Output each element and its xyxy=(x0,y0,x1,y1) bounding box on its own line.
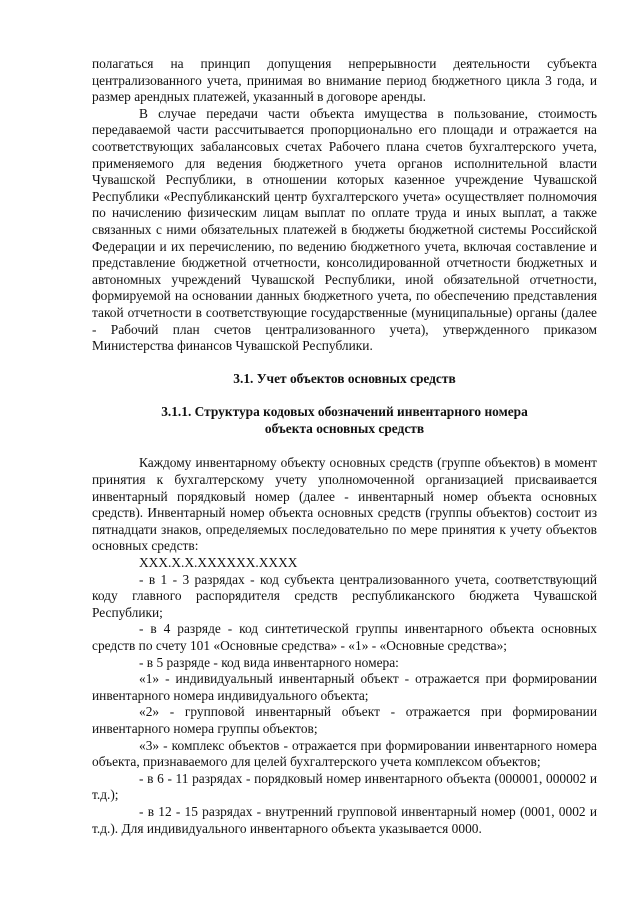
list-item: «2» - групповой инвентарный объект - отражается при формировании инвентарного номера группы объектов; xyxy=(92,704,597,736)
paragraph-inventory-number: Каждому инвентарному объекту основных средств (группе объектов) в момент принятия к бухгалтерскому учету уполномоченной организацией присваивается инвентарный порядковый номер (далее - инвентарный номер объекта основных средств). Инвентарный номер объекта основных средств (группы объектов) состоит из пятнадцати знаков, определяемых последовательно по мере принятия к учету объектов основных средств: xyxy=(92,455,597,554)
list-item: - в 5 разряде - код вида инвентарного номера: xyxy=(139,654,399,670)
section-heading: 3.1. Учет объектов основных средств xyxy=(233,370,456,386)
list-item: - в 4 разряде - код синтетической группы инвентарного объекта основных средств по счету 101 «Основные средства» - «1» - «Основные средства»; xyxy=(92,621,597,653)
subsection-heading-line2: объекта основных средств xyxy=(264,420,425,436)
spacer xyxy=(92,355,597,371)
list-item: - в 12 - 15 разрядах - внутренний групповой инвентарный номер (0001, 0002 и т.д.). Для индивидуального инвентарного объекта указывается 0000. xyxy=(92,803,597,836)
spacer xyxy=(92,387,597,404)
spacer xyxy=(92,437,597,455)
list-item: «1» - индивидуальный инвентарный объект - отражается при формировании инвентарного номера индивидуального объекта; xyxy=(92,671,597,703)
subsection-heading-line1: 3.1.1. Структура кодовых обозначений инвентарного номера xyxy=(161,404,528,420)
list-item: - в 6 - 11 разрядах - порядковый номер инвентарного объекта (000001, 000002 и т.д.); xyxy=(92,770,597,803)
paragraph-partial-transfer: В случае передачи части объекта имущества в пользование, стоимость передаваемой части рассчитывается пропорционально его площади и отражается на соответствующих забалансовых счетах Рабочего плана счетов бухгалтерского учета, применяемого для ведения бюджетного учета органов исполнительной власти Чувашской Республики, в отношении которых казенное учреждение Чувашской Республики «Республиканский центр бухгалтерского учета» осуществляет полномочия по начислению физическим лицам выплат по оплате труда и иных выплат, а также связанных с ними обязательных платежей в бюджеты бюджетной системы Российской Федерации и их перечислению, по ведению бюджетного учета, включая составление и представление бюджетной отчетности, консолидированной отчетности бюджетных и автономных учреждений Чувашской Республики, иной обязательной отчетности, формируемой на основании данных бюджетного учета, по обеспечению представления такой отчетности в соответствующие государственные (муниципальные) органы (далее - Рабочий план счетов централизованного учета), утвержденного приказом Министерства финансов Чувашской Республики. xyxy=(92,105,597,354)
list-item: - в 1 - 3 разрядах - код субъекта централизованного учета, соответствующий коду главного распорядителя средств республиканского бюджета Чувашской Республики; xyxy=(92,571,597,620)
document-page xyxy=(92,56,597,837)
list-item: «3» - комплекс объектов - отражается при формировании инвентарного номера объекта, признаваемого для целей бухгалтерского учета комплексом объектов; xyxy=(92,737,597,770)
inventory-code-template: ХХХ.Х.Х.ХХХХХХ.ХХХХ xyxy=(139,555,298,571)
paragraph-continuation: полагаться на принцип допущения непрерывности деятельности субъекта централизованного учета, принимая во внимание период бюджетного цикла 3 года, и размер арендных платежей, указанный в договоре аренды. xyxy=(92,56,597,105)
